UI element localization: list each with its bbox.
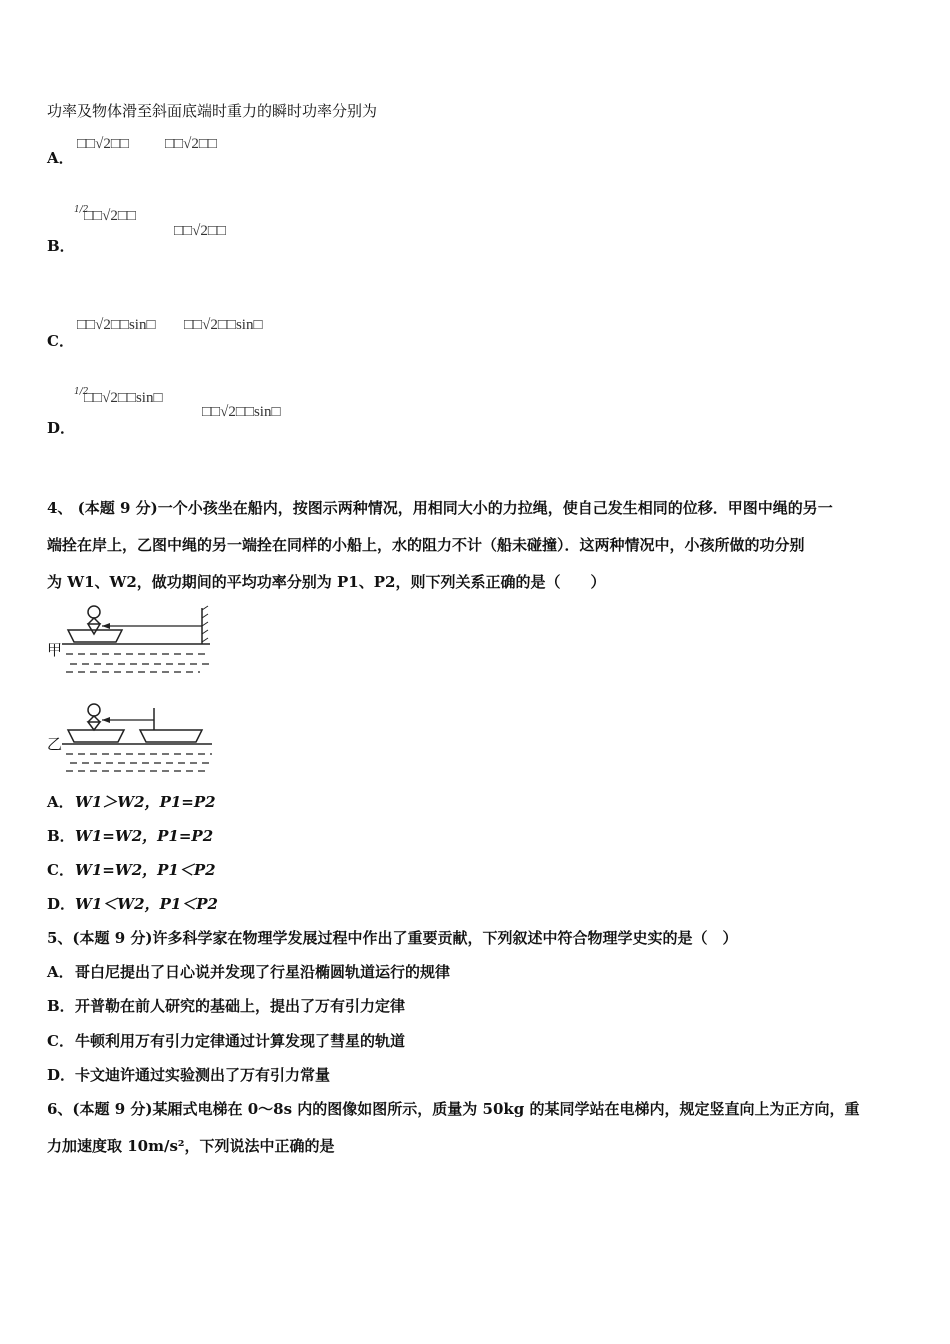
q3-option-b-expr1: □□√2□□ xyxy=(84,208,136,224)
q4-option-b-label: B． xyxy=(47,827,75,845)
figure-b-label: 乙 xyxy=(47,735,63,753)
q5-option-c-label: C． xyxy=(47,1032,74,1050)
q4-option-a-text: W1＞W2，P1=P2 xyxy=(75,793,216,811)
q3-option-b-expr2: □□√2□□ xyxy=(174,223,226,239)
q3-option-a-expr1: □□√2□□ xyxy=(77,136,129,152)
q5-option-d-text: 卡文迪许通过实验测出了万有引力常量 xyxy=(75,1066,331,1084)
q3-option-d-expr1: □□√2□□sin□ xyxy=(84,390,163,406)
q4-option-b-text: W1=W2，P1=P2 xyxy=(75,827,214,845)
q5-option-b-label: B． xyxy=(47,997,75,1015)
q3-option-d-fraction: 1/2 xyxy=(74,387,89,397)
q4-stem-line3: 为 W1、W2，做功期间的平均功率分别为 P1、P2，则下列关系正确的是（ ） xyxy=(47,573,606,591)
q5-option-d-label: D． xyxy=(47,1066,76,1084)
q3-option-c-label: C． xyxy=(47,332,74,350)
q4-option-a-label: A． xyxy=(47,793,74,811)
q3-option-a-expr2: □□√2□□ xyxy=(165,136,217,152)
q6-stem-line2: 力加速度取 10m/s²，下列说法中正确的是 xyxy=(47,1137,335,1155)
q3-option-c-expr1: □□√2□□sin□ xyxy=(77,317,156,333)
figure-a-label: 甲 xyxy=(47,641,63,659)
q4-option-c-label: C． xyxy=(47,861,74,879)
q3-option-c-expr2: □□√2□□sin□ xyxy=(184,317,263,333)
q5-stem: 5、(本题 9 分)许多科学家在物理学发展过程中作出了重要贡献，下列叙述中符合物理学史实的是（ ） xyxy=(47,929,738,947)
q4-option-d-label: D． xyxy=(47,895,76,913)
q4-option-d-text: W1＜W2，P1＜P2 xyxy=(75,895,218,913)
q6-stem-line1: 6、(本题 9 分)某厢式电梯在 0～8s 内的图像如图所示，质量为 50kg 的某同学站在电梯内，规定竖直向上为正方向，重 xyxy=(47,1100,860,1118)
q4-stem-line1: 4、 (本题 9 分)一个小孩坐在船内，按图示两种情况，用相同大小的力拉绳，使自己发生相同的位移．甲图中绳的另一 xyxy=(47,499,833,517)
q4-option-c-text: W1=W2，P1＜P2 xyxy=(75,861,216,879)
figure-a-boat-diagram xyxy=(60,600,220,680)
q5-option-c-text: 牛顿利用万有引力定律通过计算发现了彗星的轨道 xyxy=(75,1032,406,1050)
q3-option-d-expr2: □□√2□□sin□ xyxy=(202,404,281,420)
q3-option-b-fraction: 1/2 xyxy=(74,205,89,215)
q3-stem: 功率及物体滑至斜面底端时重力的瞬时功率分别为 xyxy=(47,102,378,120)
q5-option-a-text: 哥白尼提出了日心说并发现了行星沿椭圆轨道运行的规律 xyxy=(75,963,451,981)
q3-option-a-label: A． xyxy=(47,149,74,167)
q4-stem-line2: 端拴在岸上，乙图中绳的另一端拴在同样的小船上，水的阻力不计（船未碰撞）．这两种情况中，小孩所做的功分别 xyxy=(47,536,805,554)
q5-option-b-text: 开普勒在前人研究的基础上，提出了万有引力定律 xyxy=(75,997,406,1015)
q3-option-b-label: B． xyxy=(47,237,75,255)
q5-option-a-label: A． xyxy=(47,963,74,981)
q3-option-d-label: D． xyxy=(47,419,76,437)
figure-b-boats-diagram xyxy=(60,700,220,776)
